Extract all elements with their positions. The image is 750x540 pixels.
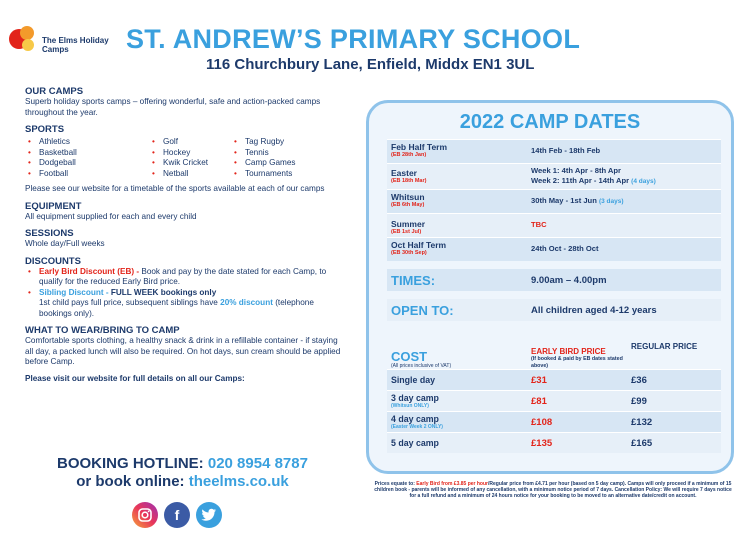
visit-website-text: Please visit our website for full details on all our Camps: xyxy=(25,373,245,383)
regular-heading: REGULAR PRICE xyxy=(631,342,698,351)
sibling-discount-text: FULL WEEK bookings only xyxy=(108,287,217,297)
equipment-heading: EQUIPMENT xyxy=(25,200,82,212)
date-row xyxy=(387,139,721,163)
sibling-discount-label: Sibling Discount - xyxy=(39,287,109,297)
regular-price: £132 xyxy=(631,416,653,428)
term-dates: 24th Oct - 28th Oct xyxy=(531,244,599,253)
days-note: (4 days) xyxy=(631,178,656,185)
early-bird-price: £81 xyxy=(531,395,547,407)
sports-col-3 xyxy=(231,137,331,179)
sessions-text: Whole day/Full weeks xyxy=(25,239,105,248)
sport-item: • Basketball xyxy=(25,148,149,159)
info-column xyxy=(25,86,345,384)
school-address: 116 Churchbury Lane, Enfield, Middx EN1 3UL xyxy=(206,56,535,73)
sport-item: • Tag Rugby xyxy=(231,137,331,148)
camp-dates-table xyxy=(387,139,721,261)
date-row xyxy=(387,189,721,213)
eb-date: (EB 6th May) xyxy=(391,202,425,208)
cost-row xyxy=(387,390,721,411)
online-label: or book online: xyxy=(76,473,185,490)
times-label: TIMES: xyxy=(391,272,436,288)
social-icons xyxy=(132,502,222,528)
booking-hotline xyxy=(40,455,325,491)
cost-row xyxy=(387,411,721,432)
term-dates: Week 1: 4th Apr - 8th Apr Week 2: 11th Apr - 14th Apr (4 days) xyxy=(531,166,656,185)
term-dates: TBC xyxy=(531,220,547,229)
term-name: Summer (EB 1st Jul) xyxy=(387,214,527,237)
camp-type: Single day xyxy=(391,374,435,385)
footnote-eb-rate: Early Bird from £3.85 per hour xyxy=(416,481,488,487)
discounts-list xyxy=(25,267,345,320)
cost-vat-note: (All prices inclusive of VAT) xyxy=(391,363,452,369)
sibling-line2a: 1st child pays full price, subsequent siblings have xyxy=(39,298,221,307)
elms-logo xyxy=(6,22,116,62)
camp-type: 4 day camp (Easter Week 2 ONLY) xyxy=(387,415,527,430)
page-title: ST. ANDREW’S PRIMARY SCHOOL xyxy=(126,24,581,54)
times-value: 9.00am – 4.00pm xyxy=(531,274,607,286)
eb-date: (EB 30th Sep) xyxy=(391,250,427,256)
sports-list xyxy=(25,137,345,179)
eb-discount-text: Book and pay by the date stated for each Camp, to qualify for the reduced Early Bird price. xyxy=(39,266,327,286)
open-to-label: OPEN TO: xyxy=(391,302,454,318)
date-row xyxy=(387,163,721,189)
cost-row xyxy=(387,432,721,453)
cost-label-cell xyxy=(387,350,527,369)
facebook-icon[interactable] xyxy=(164,502,190,528)
days-note: (3 days) xyxy=(598,198,624,205)
camp-type: 5 day camp xyxy=(391,437,439,448)
times-row xyxy=(387,269,721,291)
instagram-icon[interactable] xyxy=(132,502,158,528)
early-bird-price: £108 xyxy=(531,416,553,428)
our-camps-text: Superb holiday sports camps – offering wonderful, safe and action-packed camps throughout the year. xyxy=(25,97,321,117)
term-name: Easter (EB 18th Mar) xyxy=(387,164,527,189)
eb-date: (EB 28th Jan) xyxy=(391,152,427,158)
cost-header xyxy=(387,325,721,369)
regular-price: £36 xyxy=(631,374,647,386)
regular-header xyxy=(627,342,721,369)
cost-row xyxy=(387,369,721,390)
sport-item: • Dodgeball xyxy=(25,158,149,169)
term-name: Oct Half Term (EB 30th Sep) xyxy=(387,238,527,261)
sport-item: • Netball xyxy=(149,169,231,180)
sport-item: • Camp Games xyxy=(231,158,331,169)
camp-type-note: (Whitsun ONLY) xyxy=(391,402,429,409)
hotline-number[interactable]: 020 8954 8787 xyxy=(207,455,308,472)
website-link[interactable]: theelms.co.uk xyxy=(188,473,289,490)
open-to-value: All children aged 4-12 years xyxy=(531,304,657,316)
sport-item: • Tournaments xyxy=(231,169,331,180)
sports-heading: SPORTS xyxy=(25,124,65,135)
logo-mark-icon xyxy=(6,22,40,56)
term-dates: 30th May - 1st Jun (3 days) xyxy=(531,196,624,205)
camp-type-note: (Easter Week 2 ONLY) xyxy=(391,423,443,430)
logo-text: The Elms Holiday Camps xyxy=(42,36,109,54)
sessions-heading: SESSIONS xyxy=(25,228,74,239)
camp-dates-title: 2022 CAMP DATES xyxy=(459,111,641,133)
early-bird-header xyxy=(527,347,627,369)
date-row xyxy=(387,237,721,261)
sibling-discount xyxy=(25,288,345,320)
regular-price: £165 xyxy=(631,437,653,449)
our-camps-heading: OUR CAMPS xyxy=(25,86,84,97)
early-bird-price: £31 xyxy=(531,374,547,386)
sport-item: • Hockey xyxy=(149,148,231,159)
sport-item: • Football xyxy=(25,169,149,180)
early-bird-heading: EARLY BIRD PRICE xyxy=(531,347,606,356)
hotline-label: BOOKING HOTLINE: xyxy=(57,455,204,472)
sport-item: • Tennis xyxy=(231,148,331,159)
sibling-percent: 20% discount xyxy=(220,298,273,307)
cost-label: COST xyxy=(391,349,428,364)
equipment-text: All equipment supplied for each and every child xyxy=(25,211,197,221)
sport-item: • Golf xyxy=(149,137,231,148)
early-bird-discount xyxy=(25,267,345,288)
date-row xyxy=(387,213,721,237)
discounts-heading: DISCOUNTS xyxy=(25,255,81,267)
sport-item: • Athletics xyxy=(25,137,149,148)
early-bird-price: £135 xyxy=(531,437,553,449)
regular-price: £99 xyxy=(631,395,647,407)
eb-date: (EB 1st Jul) xyxy=(391,229,422,235)
term-name: Feb Half Term (EB 28th Jan) xyxy=(387,140,527,163)
cost-table xyxy=(387,325,721,453)
sports-col-2 xyxy=(149,137,231,179)
pricing-footnote: Prices equate to: Early Bird from £3.85 per hour/Regular price from £4.71 per hour (based on 5 day camp). Camps will only proceed if a minimum of 15 children book - parents will be informed of any cancellation, with a minimum notice period of 7 days. Cancellation Policy: We will require 7 days notice for a full refund and a minimum of 24 hours notice for your booking to be moved to an alternative date/credit on account. xyxy=(374,481,732,500)
eb-date: (EB 18th Mar) xyxy=(391,178,427,184)
sports-note: Please see our website for a timetable of the sports available at each of our camps xyxy=(25,184,325,193)
sibling-line2c: (telephone bookings only). xyxy=(39,298,314,318)
what-to-wear-heading: WHAT TO WEAR/BRING TO CAMP xyxy=(25,325,180,336)
open-to-row xyxy=(387,299,721,321)
camp-type: 3 day camp (Whitsun ONLY) xyxy=(387,394,527,409)
what-to-wear-text: Comfortable sports clothing, a healthy snack & drink in a refillable container - if staying all day, a packed lunch will also be required. On hot days, sun cream should be applied before Camp. xyxy=(25,336,341,366)
camp-info-panel xyxy=(366,100,734,474)
term-dates: 14th Feb - 18th Feb xyxy=(531,146,601,155)
facebook-glyph: f xyxy=(174,507,180,523)
sports-col-1 xyxy=(25,137,149,179)
twitter-icon[interactable] xyxy=(196,502,222,528)
eb-discount-label: Early Bird Discount (EB) - xyxy=(39,266,140,276)
early-bird-sub: (If booked & paid by EB dates stated above) xyxy=(531,356,623,369)
sport-item: • Kwik Cricket xyxy=(149,158,231,169)
term-name: Whitsun (EB 6th May) xyxy=(387,190,527,213)
